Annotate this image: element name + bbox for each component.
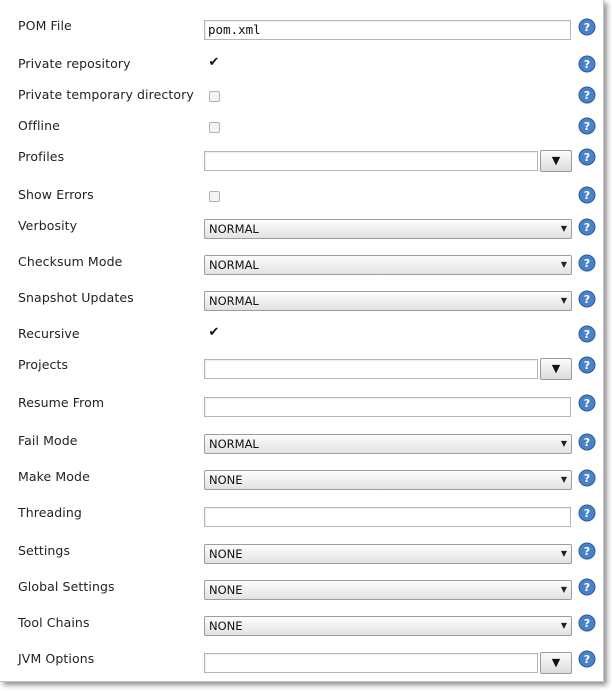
svg-text:?: ?	[583, 581, 591, 594]
help-icon[interactable]	[578, 86, 596, 104]
make-mode-label: Make Mode	[18, 469, 90, 484]
help-icon[interactable]	[578, 117, 596, 135]
svg-text:?: ?	[583, 359, 591, 372]
help-icon[interactable]	[578, 504, 596, 522]
svg-text:?: ?	[583, 328, 591, 341]
chevron-down-icon: ▼	[560, 549, 567, 558]
checksum-mode-select[interactable]	[204, 255, 572, 275]
global-settings-label: Global Settings	[18, 579, 115, 594]
help-icon[interactable]	[578, 186, 596, 204]
projects-dropdown-button[interactable]: ▼	[540, 358, 572, 380]
chevron-down-icon: ▼	[560, 224, 567, 233]
profiles-dropdown-button[interactable]: ▼	[540, 150, 572, 172]
make-mode-value: NONE	[209, 473, 243, 487]
global-settings-value: NONE	[209, 583, 243, 597]
pom-file-label: POM File	[18, 18, 72, 33]
settings-select[interactable]	[204, 544, 572, 564]
global-settings-select[interactable]	[204, 580, 572, 600]
svg-text:?: ?	[583, 507, 591, 520]
recursive-checkbox[interactable]: ✔	[208, 325, 220, 340]
chevron-down-icon: ▼	[560, 585, 567, 594]
offline-checkbox[interactable]	[209, 122, 220, 133]
snapshot-updates-label: Snapshot Updates	[18, 290, 134, 305]
private-repository-checkbox[interactable]: ✔	[208, 55, 220, 70]
help-icon[interactable]	[578, 433, 596, 451]
help-icon[interactable]	[578, 542, 596, 560]
snapshot-updates-value: NORMAL	[209, 294, 259, 308]
projects-label: Projects	[18, 357, 69, 372]
help-icon[interactable]	[578, 290, 596, 308]
svg-text:?: ?	[583, 21, 591, 34]
settings-label: Settings	[18, 543, 71, 558]
recursive-label: Recursive	[18, 326, 80, 341]
make-mode-select[interactable]	[204, 470, 572, 490]
fail-mode-value: NORMAL	[209, 437, 259, 451]
show-errors-checkbox[interactable]	[209, 191, 220, 202]
svg-text:?: ?	[583, 189, 591, 202]
projects-input[interactable]	[204, 359, 538, 379]
fail-mode-select[interactable]	[204, 434, 572, 454]
svg-text:?: ?	[583, 58, 591, 71]
pom-file-input[interactable]: pom.xml	[204, 20, 571, 40]
threading-input[interactable]	[204, 507, 571, 527]
help-icon[interactable]	[578, 18, 596, 36]
help-icon[interactable]	[578, 356, 596, 374]
svg-text:?: ?	[583, 472, 591, 485]
resume-from-label: Resume From	[18, 395, 105, 410]
profiles-label: Profiles	[18, 149, 65, 164]
svg-text:?: ?	[583, 221, 591, 234]
chevron-down-icon: ▼	[560, 296, 567, 305]
svg-text:?: ?	[583, 545, 591, 558]
chevron-down-icon: ▼	[560, 260, 567, 269]
help-icon[interactable]	[578, 578, 596, 596]
tool-chains-value: NONE	[209, 619, 243, 633]
tool-chains-label: Tool Chains	[18, 615, 90, 630]
svg-text:?: ?	[583, 436, 591, 449]
tool-chains-select[interactable]	[204, 616, 572, 636]
help-icon[interactable]	[578, 614, 596, 632]
svg-text:?: ?	[583, 397, 591, 410]
svg-text:?: ?	[583, 617, 591, 630]
show-errors-label: Show Errors	[18, 187, 94, 202]
svg-text:?: ?	[583, 151, 591, 164]
profiles-input[interactable]	[204, 151, 538, 171]
checksum-mode-label: Checksum Mode	[18, 254, 123, 269]
help-icon[interactable]	[578, 469, 596, 487]
help-icon[interactable]	[578, 394, 596, 412]
chevron-down-icon: ▼	[560, 475, 567, 484]
jvm-options-input[interactable]	[204, 653, 538, 673]
jvm-options-dropdown-button[interactable]: ▼	[540, 652, 572, 674]
snapshot-updates-select[interactable]	[204, 291, 572, 311]
svg-text:?: ?	[583, 257, 591, 270]
offline-label: Offline	[18, 118, 60, 133]
fail-mode-label: Fail Mode	[18, 433, 78, 448]
jvm-options-label: JVM Options	[18, 651, 95, 666]
help-icon[interactable]	[578, 650, 596, 668]
help-icon[interactable]	[578, 148, 596, 166]
resume-from-input[interactable]	[204, 397, 571, 417]
private-temp-dir-checkbox[interactable]	[209, 91, 220, 102]
svg-text:?: ?	[583, 653, 591, 666]
help-icon[interactable]	[578, 325, 596, 343]
verbosity-label: Verbosity	[18, 218, 78, 233]
checksum-mode-value: NORMAL	[209, 258, 259, 272]
chevron-down-icon: ▼	[560, 439, 567, 448]
help-icon[interactable]	[578, 55, 596, 73]
help-icon[interactable]	[578, 218, 596, 236]
svg-text:?: ?	[583, 120, 591, 133]
help-icon[interactable]	[578, 254, 596, 272]
private-repository-label: Private repository	[18, 56, 131, 71]
settings-value: NONE	[209, 547, 243, 561]
verbosity-select[interactable]	[204, 219, 572, 239]
verbosity-value: NORMAL	[209, 222, 259, 236]
svg-text:?: ?	[583, 89, 591, 102]
svg-text:?: ?	[583, 293, 591, 306]
chevron-down-icon: ▼	[560, 621, 567, 630]
threading-label: Threading	[18, 505, 82, 520]
private-temp-dir-label: Private temporary directory	[18, 87, 194, 102]
